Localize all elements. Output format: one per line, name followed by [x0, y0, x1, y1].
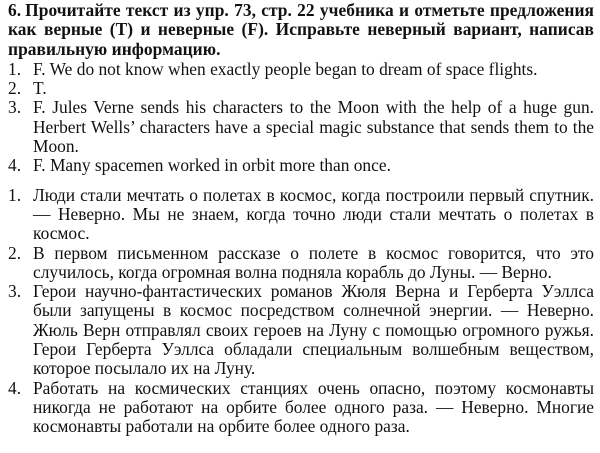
list-item: [8, 60, 594, 79]
item-number: 2.: [8, 242, 22, 263]
list-item: [8, 282, 594, 378]
item-number: 1.: [8, 184, 22, 205]
task-text: Прочитайте текст из упр. 73, стр. 22 учебника и отметьте предложения как верные (T) и неверные (F). Исправьте неверный вариант, написав правильную информацию.: [8, 0, 594, 59]
list-item: [8, 156, 594, 175]
item-text: T.: [33, 78, 47, 99]
task-number: 6.: [8, 0, 22, 20]
list-item: [8, 79, 594, 98]
item-number: 4.: [8, 377, 22, 398]
item-number: 2.: [8, 78, 22, 99]
document-page: [8, 0, 594, 437]
english-answers-list: [8, 60, 594, 176]
item-text: F. We do not know when exactly people began to dream of space flights.: [33, 58, 538, 79]
item-number: 3.: [8, 97, 22, 118]
item-text: F. Jules Verne sends his characters to the Moon with the help of a huge gun. Herbert Wells’ characters have a special magic substance that sends them to the Moon.: [33, 97, 594, 157]
list-item: [8, 379, 594, 437]
item-number: 3.: [8, 281, 22, 302]
list-item: [8, 244, 594, 283]
item-number: 4.: [8, 155, 22, 176]
item-number: 1.: [8, 58, 22, 79]
item-text: Герои научно-фантастических романов Жюля Верна и Герберта Уэллса были запущены в космос посредством солнечной энергии. — Неверно. Жюль Верн отправлял своих героев на Луну с помощью огромного ружья. Герои Герберта Уэллса обладали специальным волшебным веществом, которое посылало их на Луну.: [33, 281, 594, 379]
list-item: [8, 186, 594, 244]
item-text: В первом письменном рассказе о полете в космос говорится, что это случилось, когда огромная волна подняла корабль до Луны. — Верно.: [33, 242, 594, 282]
item-text: Работать на космических станциях очень опасно, поэтому космонавты никогда не работают на орбите более одного раза. — Неверно. Многие космонавты работали на орбите более одного раза.: [33, 377, 594, 437]
russian-answers-list: [8, 186, 594, 437]
item-text: F. Many spacemen worked in orbit more than once.: [33, 155, 391, 176]
task-instruction: [8, 1, 594, 59]
list-item: [8, 98, 594, 156]
item-text: Люди стали мечтать о полетах в космос, когда построили первый спутник. — Неверно. Мы не знаем, когда точно люди стали мечтать о полетах в космос.: [33, 184, 594, 244]
